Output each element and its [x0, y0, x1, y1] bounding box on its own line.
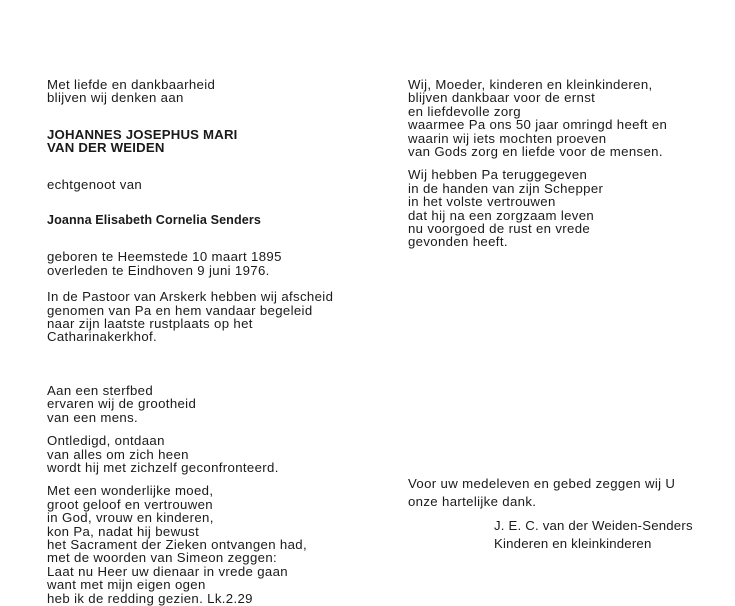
gratitude-line: en liefdevolle zorg [408, 103, 521, 119]
farewell-line: Catharinakerkhof. [47, 329, 158, 345]
verse-line: met de woorden van Simeon zeggen: [47, 550, 278, 566]
right-column [408, 78, 708, 249]
faith-line: in de handen van zijn Schepper [408, 180, 604, 196]
verse-line: wordt hij met zichzelf geconfronteerd. [47, 459, 279, 475]
spouse-intro: echtgenoot van [47, 176, 143, 192]
verse-line: heb ik de redding gezien. Lk.2.29 [47, 590, 253, 606]
verse-line: het Sacrament der Zieken ontvangen had, [47, 536, 307, 552]
left-column [47, 78, 377, 605]
thanks-line: Voor uw medeleven en gebed zeggen wij U [408, 476, 676, 491]
verse-line: ervaren wij de grootheid [47, 396, 197, 412]
verse-line: Laat nu Heer uw dienaar in vrede gaan [47, 563, 288, 579]
verse-line: want met mijn eigen ogen [47, 577, 206, 593]
birth-date: geboren te Heemstede 10 maart 1895 [47, 249, 282, 265]
gratitude-line: waarmee Pa ons 50 jaar omringd heeft en [408, 117, 668, 133]
verse-line: Ontledigd, ontdaan [47, 433, 165, 449]
faith-line: gevonden heeft. [408, 234, 508, 250]
farewell-line: naar zijn laatste rustplaats op het [47, 316, 253, 332]
gratitude-line: waarin wij iets mochten proeven [408, 130, 607, 146]
verse-line: van alles om zich heen [47, 446, 189, 462]
verse-line: in God, vrouw en kinderen, [47, 510, 214, 526]
thanks-note [408, 475, 708, 511]
verse-line: van een mens. [47, 409, 139, 425]
signature-block [494, 517, 693, 553]
gratitude-line: blijven dankbaar voor de ernst [408, 90, 596, 106]
farewell-line: In de Pastoor van Arskerk hebben wij afscheid [47, 289, 334, 305]
deceased-name-line: JOHANNES JOSEPHUS MARI [47, 126, 238, 142]
faith-line: nu voorgoed de rust en vrede [408, 221, 591, 237]
intro-line: blijven wij denken aan [47, 90, 184, 106]
farewell-line: genomen van Pa en hem vandaar begeleid [47, 302, 313, 318]
verse-line: groot geloof en vertrouwen [47, 496, 213, 512]
verse-line: Met een wonderlijke moed, [47, 483, 214, 499]
signature-family: Kinderen en kleinkinderen [494, 536, 652, 551]
gratitude-line: van Gods zorg en liefde voor de mensen. [408, 144, 663, 160]
faith-line: Wij hebben Pa teruggegeven [408, 167, 588, 183]
intro-line: Met liefde en dankbaarheid [47, 77, 216, 92]
gratitude-line: Wij, Moeder, kinderen en kleinkinderen, [408, 77, 653, 92]
thanks-line: onze hartelijke dank. [408, 494, 537, 509]
verse-line: kon Pa, nadat hij bewust [47, 523, 200, 539]
signature-name: J. E. C. van der Weiden-Senders [494, 518, 693, 533]
verse-line: Aan een sterfbed [47, 382, 154, 398]
deceased-name-line: VAN DER WEIDEN [47, 140, 165, 156]
spouse-name: Joanna Elisabeth Cornelia Senders [47, 213, 261, 228]
death-date: overleden te Eindhoven 9 juni 1976. [47, 262, 270, 278]
faith-line: dat hij na een zorgzaam leven [408, 207, 595, 223]
faith-line: in het volste vertrouwen [408, 194, 556, 210]
